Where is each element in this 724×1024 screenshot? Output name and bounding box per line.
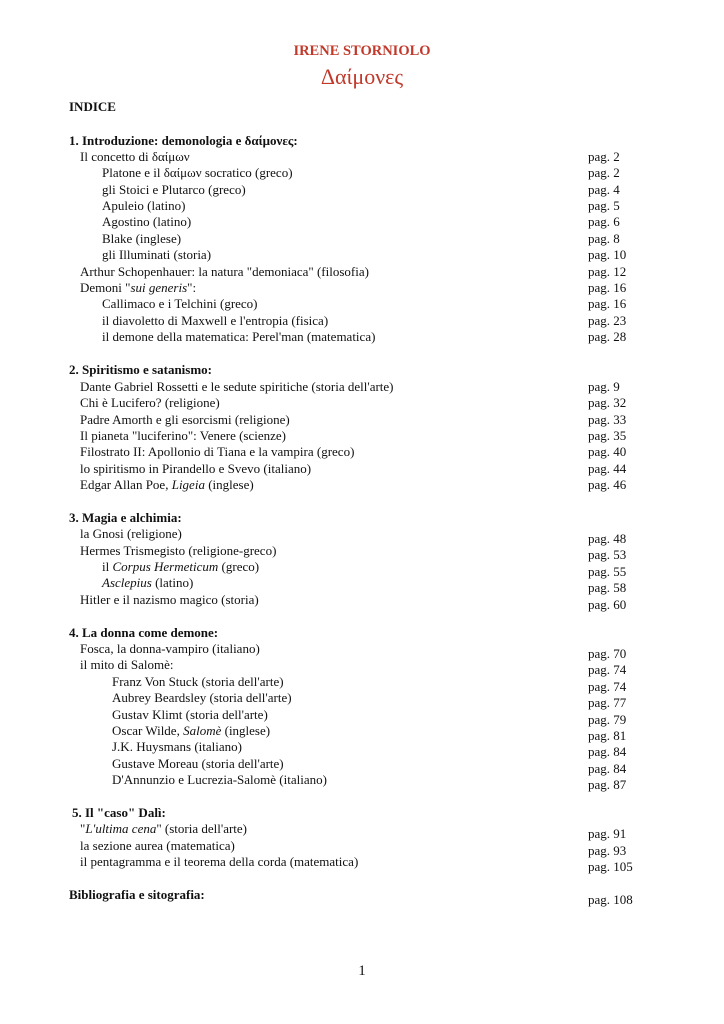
- toc-entry: Edgar Allan Poe, Ligeia (inglese): [80, 477, 254, 492]
- toc-page-ref: pag. 53: [588, 547, 627, 562]
- toc-page-ref: pag. 93: [588, 843, 627, 858]
- toc-page-ref: pag. 10: [588, 247, 627, 262]
- toc-page-ref: pag. 46: [588, 477, 627, 492]
- toc-entry: Franz Von Stuck (storia dell'arte): [112, 674, 284, 689]
- toc-entry: Padre Amorth e gli esorcismi (religione): [80, 412, 290, 427]
- toc-entry: Chi è Lucifero? (religione): [80, 395, 220, 410]
- toc-page-ref: pag. 35: [588, 428, 627, 443]
- toc-page-ref: pag. 12: [588, 264, 627, 279]
- toc-page-ref: pag. 32: [588, 395, 627, 410]
- index-heading: INDICE: [69, 99, 116, 114]
- toc-entry: Gustave Moreau (storia dell'arte): [112, 756, 284, 771]
- toc-page-ref: pag. 23: [588, 313, 627, 328]
- section-heading: Bibliografia e sitografia:: [69, 887, 205, 902]
- toc-entry: Demoni "sui generis":: [80, 280, 197, 295]
- toc-entry: gli Illuminati (storia): [102, 247, 212, 262]
- toc-entry: Hermes Trismegisto (religione-greco): [80, 543, 277, 558]
- toc-page-ref: pag. 81: [588, 728, 627, 743]
- toc-entry: il mito di Salomè:: [80, 657, 174, 672]
- toc-page-ref: pag. 74: [588, 679, 627, 694]
- toc-entry: Agostino (latino): [102, 214, 192, 229]
- toc-page-ref: pag. 2: [588, 149, 620, 164]
- toc-page-ref: pag. 8: [588, 231, 620, 246]
- document-title: Δαίμονες: [320, 64, 404, 89]
- toc-entry: Apuleio (latino): [102, 198, 186, 213]
- toc-entry: Gustav Klimt (storia dell'arte): [112, 707, 268, 722]
- toc-entry: il pentagramma e il teorema della corda (matematica): [80, 854, 359, 869]
- toc-page-ref: pag. 105: [588, 859, 633, 874]
- toc-entry: D'Annunzio e Lucrezia-Salomè (italiano): [112, 772, 327, 787]
- toc-page-ref: pag. 84: [588, 744, 627, 759]
- toc-page-ref: pag. 58: [588, 580, 627, 595]
- toc-page-ref: pag. 70: [588, 646, 627, 661]
- section-heading: 2. Spiritismo e satanismo:: [69, 362, 212, 377]
- toc-entry: il demone della matematica: Perel'man (matematica): [102, 329, 376, 344]
- toc-entry: Il concetto di δαίμων: [80, 149, 190, 164]
- toc-entry: il diavoletto di Maxwell e l'entropia (fisica): [102, 313, 329, 328]
- toc-entry: J.K. Huysmans (italiano): [112, 739, 242, 754]
- toc-entry: il Corpus Hermeticum (greco): [102, 559, 260, 574]
- toc-page-ref: pag. 4: [588, 182, 620, 197]
- toc-entry: gli Stoici e Plutarco (greco): [102, 182, 246, 197]
- toc-entry: Asclepius (latino): [102, 575, 194, 590]
- toc-page-ref: pag. 9: [588, 379, 620, 394]
- page-number: 1: [358, 963, 366, 979]
- toc-entry: Arthur Schopenhauer: la natura "demoniaca" (filosofia): [80, 264, 369, 279]
- toc-entry: Il pianeta "luciferino": Venere (scienze): [80, 428, 286, 443]
- author-name: IRENE STORNIOLO: [293, 43, 431, 59]
- toc-entry: Oscar Wilde, Salomè (inglese): [112, 723, 271, 738]
- toc-page-ref: pag. 87: [588, 777, 627, 792]
- toc-page-ref: pag. 44: [588, 461, 627, 476]
- toc-entry: la sezione aurea (matematica): [80, 838, 235, 853]
- toc-entry: "L'ultima cena" (storia dell'arte): [80, 821, 248, 836]
- toc-entry: Blake (inglese): [102, 231, 182, 246]
- toc-page-ref: pag. 40: [588, 444, 627, 459]
- section-heading: 1. Introduzione: demonologia e δαίμονες:: [69, 133, 298, 148]
- toc-entry: Fosca, la donna-vampiro (italiano): [80, 641, 260, 656]
- toc-page-ref: pag. 16: [588, 296, 627, 311]
- toc-page-ref: pag. 60: [588, 597, 627, 612]
- toc-page-ref: pag. 79: [588, 712, 627, 727]
- section-heading: 3. Magia e alchimia:: [69, 510, 182, 525]
- toc-entry: Dante Gabriel Rossetti e le sedute spiritiche (storia dell'arte): [80, 379, 394, 394]
- toc-page-ref: pag. 48: [588, 531, 627, 546]
- toc-entry: Callimaco e i Telchini (greco): [102, 296, 258, 311]
- toc-page-ref: pag. 5: [588, 198, 620, 213]
- toc-page-ref: pag. 108: [588, 892, 633, 907]
- section-heading: 4. La donna come demone:: [69, 625, 219, 640]
- toc-page-ref: pag. 16: [588, 280, 627, 295]
- toc-page-ref: pag. 28: [588, 329, 627, 344]
- toc-page-ref: pag. 6: [588, 214, 620, 229]
- toc-entry: Platone e il δαίμων socratico (greco): [102, 165, 293, 180]
- toc-page-ref: pag. 84: [588, 761, 627, 776]
- toc-page-ref: pag. 33: [588, 412, 627, 427]
- toc-page-ref: pag. 91: [588, 826, 627, 841]
- toc-entry: lo spiritismo in Pirandello e Svevo (italiano): [80, 461, 312, 476]
- toc-entry: Filostrato II: Apollonio di Tiana e la vampira (greco): [80, 444, 355, 459]
- section-heading: 5. Il "caso" Dalì:: [72, 805, 166, 820]
- toc-entry: Aubrey Beardsley (storia dell'arte): [112, 690, 292, 705]
- toc-page-ref: pag. 74: [588, 662, 627, 677]
- toc-page-ref: pag. 55: [588, 564, 627, 579]
- toc-page-ref: pag. 2: [588, 165, 620, 180]
- toc-entry: la Gnosi (religione): [80, 526, 182, 541]
- toc-entry: Hitler e il nazismo magico (storia): [80, 592, 259, 607]
- toc-page-ref: pag. 77: [588, 695, 627, 710]
